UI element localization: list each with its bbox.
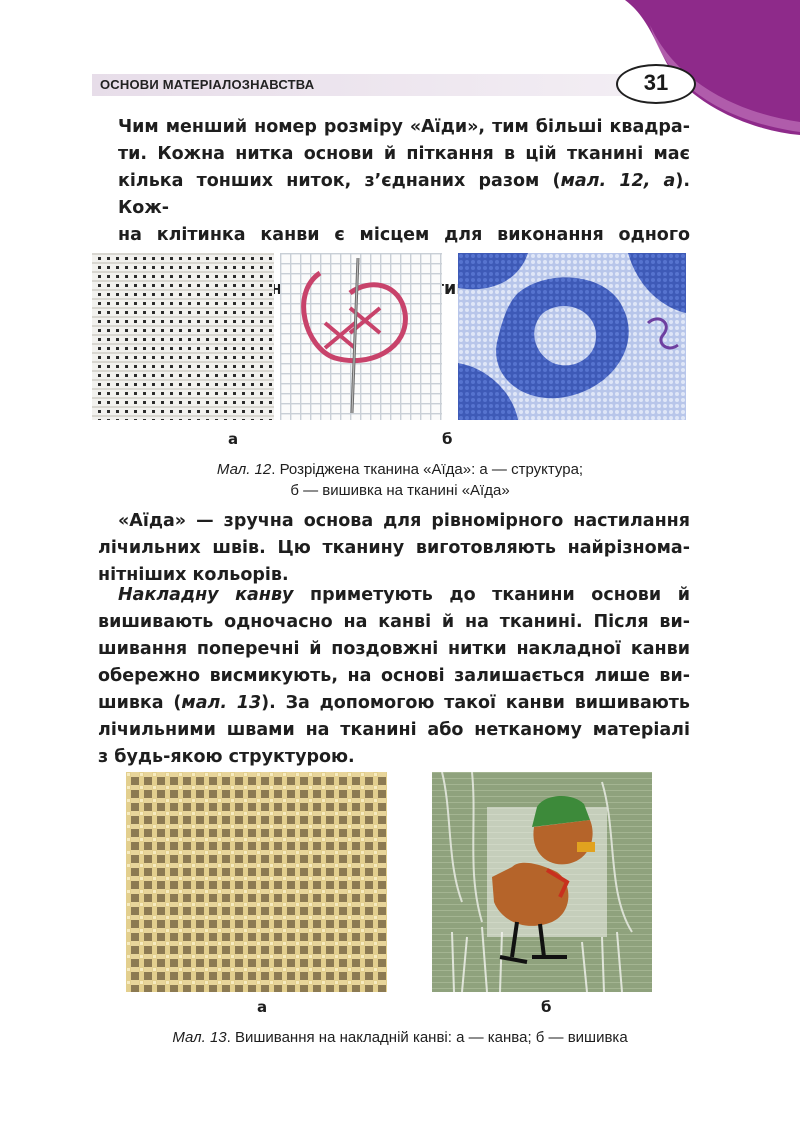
- text-line: ти. Кожна нитка основи й піткання в цій тканині має: [118, 144, 690, 164]
- text-line: з будь-якою структурою.: [98, 747, 355, 767]
- text-line: обережно висмикують, на основі залишається лише ви-: [98, 666, 690, 686]
- text-line: лічильних швів. Цю тканину виготовляють найрізнома-: [98, 538, 690, 558]
- text-line: «Аїда» — зручна основа для рівномірного настилання: [118, 511, 690, 531]
- text-line: шивання поперечні й поздовжні нитки накладної канви: [98, 639, 690, 659]
- figure-13b-embroidered-duck: [432, 772, 652, 992]
- text-line: нітніших кольорів.: [98, 565, 289, 585]
- figure-12-label-b: б: [442, 430, 453, 448]
- figure-12a-aida-structure: [92, 253, 274, 420]
- figure-12b-blue-embroidery: [458, 253, 686, 420]
- caption-figure-ref: Мал. 12: [216, 461, 272, 478]
- figure-13-caption: Мал. 13. Вишивання на накладній канві: а — канва; б — вишивка: [172, 1029, 628, 1046]
- figure-reference: мал. 12, а: [560, 171, 676, 191]
- text-line: Чим менший номер розміру «Аїди», тим більші квадра-: [118, 117, 690, 137]
- text-line: кілька тонших ниток, з’єднаних разом (мал. 12, а). Кож-: [118, 171, 690, 218]
- section-title: ОСНОВИ МАТЕРІАЛОЗНАВСТВА: [100, 77, 315, 92]
- text-line: на клітинка канви є місцем для виконання одного: [118, 225, 690, 245]
- text-line: шивка (мал. 13). За допомогою такої канви вишивають: [98, 693, 691, 713]
- caption-figure-ref: Мал. 13: [172, 1029, 227, 1046]
- paragraph-3: [98, 582, 690, 771]
- figure-12b-cross-stitch-needle: [280, 253, 442, 420]
- text-line: Накладну канву приметують до тканини основи й: [118, 585, 690, 605]
- figure-13-label-a: а: [257, 998, 268, 1016]
- figure-13a-canvas-mesh: [126, 772, 387, 992]
- paragraph-2: [98, 508, 690, 589]
- text-line: лічильними швами на тканині або нетканому матеріалі: [98, 720, 690, 740]
- figure-12-caption: Мал. 12. Розріджена тканина «Аїда»: а — структура; б — вишивка на тканині «Аїда»: [216, 461, 584, 499]
- text-line: вишивають одночасно на канві й на тканині. Після ви-: [98, 612, 690, 632]
- figure-12-label-a: а: [228, 430, 239, 448]
- page-number: 31: [643, 70, 669, 95]
- figure-reference: мал. 13: [181, 693, 262, 713]
- figure-13-label-b: б: [541, 998, 552, 1016]
- term: Накладну канву: [118, 585, 294, 605]
